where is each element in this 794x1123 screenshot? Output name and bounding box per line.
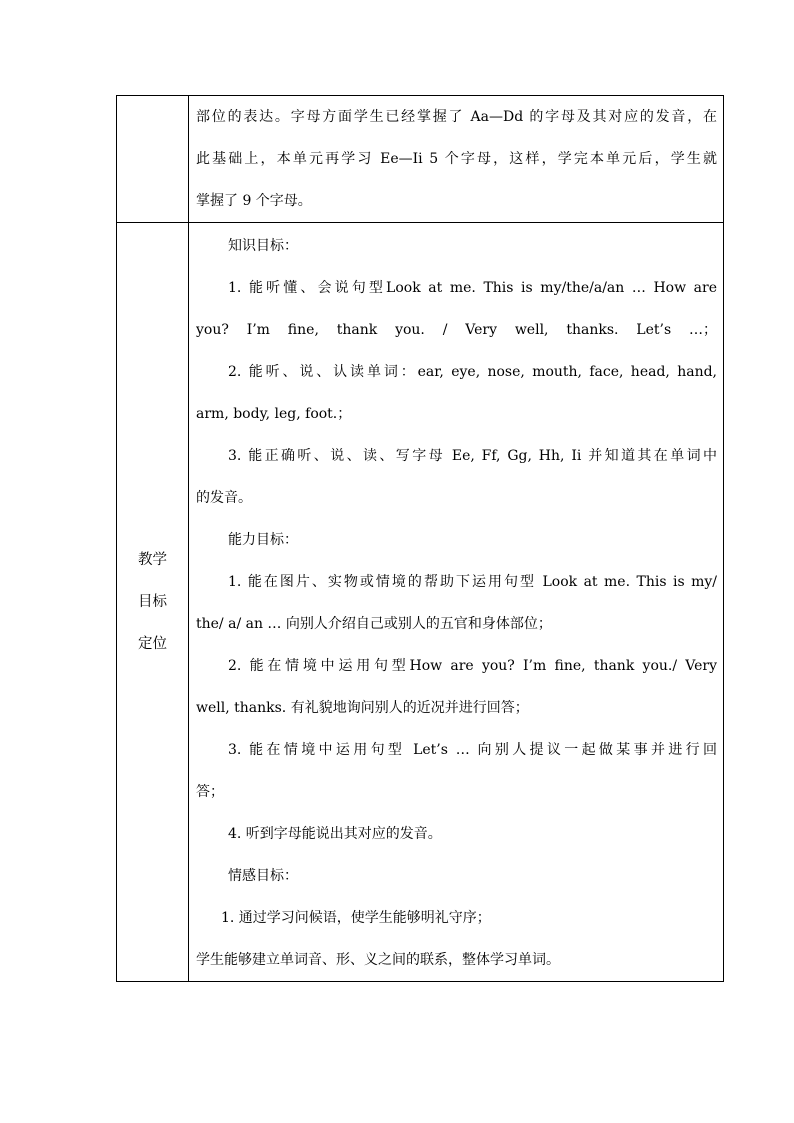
text-line: 部位的表达。字母方面学生已经掌握了 Aa—Dd 的字母及其对应的发音，在 <box>196 109 717 125</box>
text-line: 1. 能听懂、会说句型Look at me. This is my/the/a/an … How are <box>228 280 717 296</box>
row-label-line: 目标 <box>138 594 167 610</box>
text-line: 的发音。 <box>196 490 252 506</box>
row-content-cell <box>189 223 724 982</box>
text-line: 答； <box>196 784 224 800</box>
row-label-cell <box>117 96 189 223</box>
table-row <box>117 96 724 223</box>
row-label-line: 定位 <box>138 636 167 652</box>
text-line: 1. 能在图片、实物或情境的帮助下运用句型 Look at me. This is my/ <box>228 574 717 590</box>
text-line: the/ a/ an … 向别人介绍自己或别人的五官和身体部位； <box>196 616 552 632</box>
text-line: 学生能够建立单词音、形、义之间的联系，整体学习单词。 <box>196 952 560 968</box>
text-line: 3. 能在情境中运用句型 Let’s … 向别人提议一起做某事并进行回 <box>228 742 717 758</box>
text-line: 3. 能正确听、说、读、写字母 Ee, Ff, Gg, Hh, Ii 并知道其在单词中 <box>228 448 717 464</box>
text-line: 掌握了 9 个字母。 <box>196 193 312 209</box>
section-heading-ability: 能力目标： <box>228 532 298 548</box>
row-label-cell <box>117 223 189 982</box>
text-line: you? I’m fine, thank you. / Very well, thanks. Let’s …； <box>196 322 717 338</box>
section-heading-emotion: 情感目标： <box>228 868 298 884</box>
lesson-plan-table <box>116 95 724 982</box>
text-line: arm, body, leg, foot.； <box>196 406 352 422</box>
table-row <box>117 223 724 982</box>
text-line: 1. 通过学习问候语，使学生能够明礼守序； <box>221 910 491 926</box>
text-line: well, thanks. 有礼貌地询问别人的近况并进行回答； <box>196 700 529 716</box>
text-line: 此基础上，本单元再学习 Ee—Ii 5 个字母，这样，学完本单元后，学生就 <box>196 151 717 167</box>
text-line: 4. 听到字母能说出其对应的发音。 <box>228 826 442 842</box>
row-label-line: 教学 <box>138 552 167 568</box>
text-line: 2. 能在情境中运用句型How are you? I’m fine, thank you./ Very <box>228 658 717 674</box>
section-heading-knowledge: 知识目标： <box>228 238 298 254</box>
text-line: 2. 能听、说、认读单词：ear, eye, nose, mouth, face, head, hand, <box>228 364 717 380</box>
row-content-cell <box>189 96 724 223</box>
